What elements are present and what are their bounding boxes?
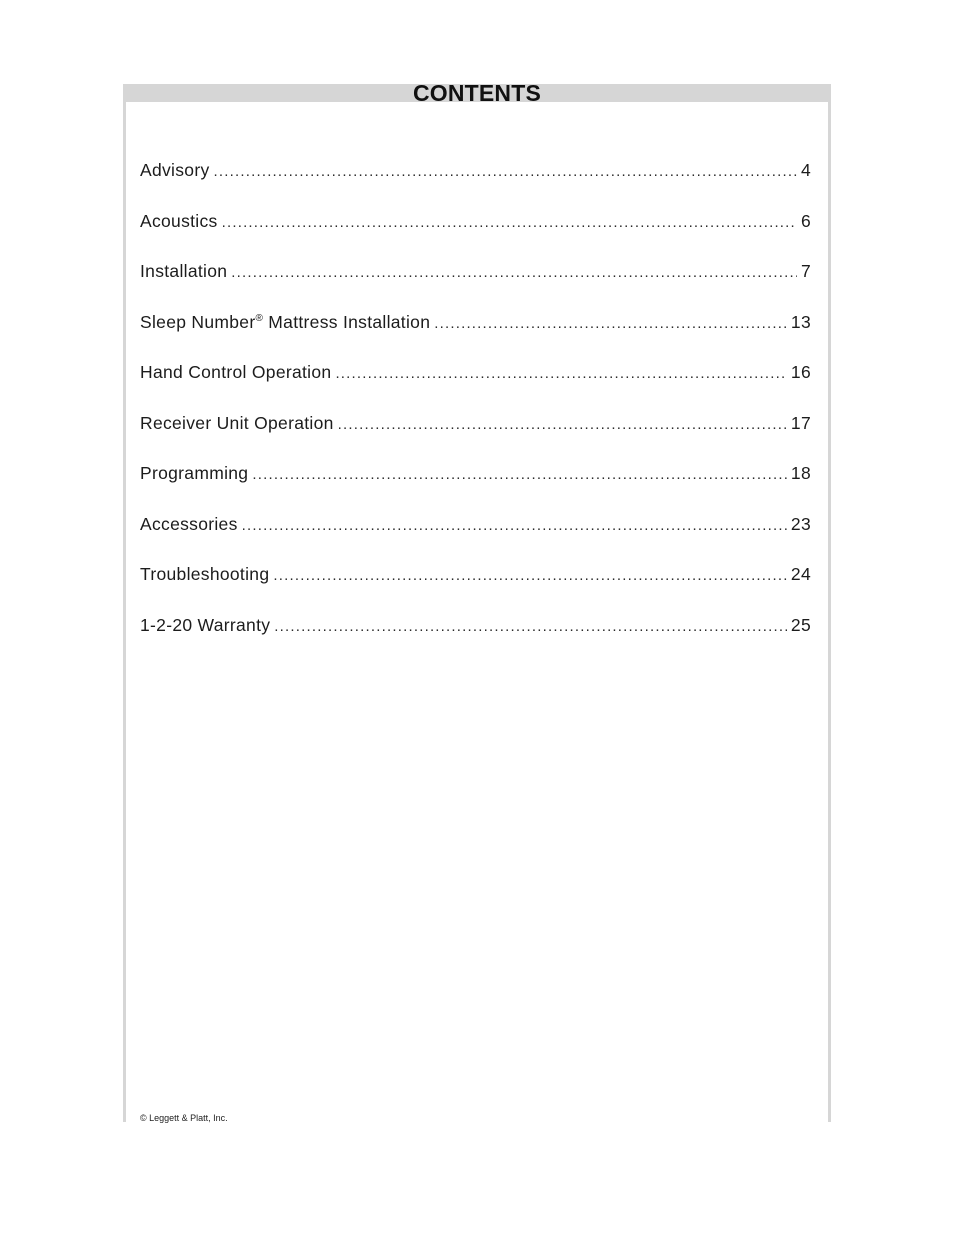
toc-leader-dots [274, 613, 787, 641]
toc-entry-page: 17 [790, 412, 811, 433]
toc-entry-label: Programming [140, 463, 249, 483]
toc-entry-label: Installation [140, 261, 228, 281]
table-of-contents [140, 156, 811, 661]
toc-entry-label: Acoustics [140, 210, 218, 231]
toc-entry-installation[interactable] [140, 257, 811, 308]
toc-leader-dots [222, 209, 797, 237]
toc-entry-page: 25 [790, 614, 811, 635]
toc-entry-accessories[interactable] [140, 510, 811, 561]
toc-entry-label-main: Sleep Number [140, 311, 256, 332]
toc-entry-page: 6 [800, 210, 811, 231]
page-title: CONTENTS [412, 80, 542, 106]
toc-leader-dots [252, 461, 787, 489]
toc-entry-warranty[interactable] [140, 611, 811, 662]
toc-entry-page: 18 [790, 463, 811, 483]
toc-entry-label: Accessories [140, 513, 238, 534]
toc-entry-page: 13 [790, 311, 811, 332]
toc-entry-label: Receiver Unit Operation [140, 412, 334, 433]
toc-entry-label [140, 308, 430, 336]
registered-trademark-symbol: ® [255, 312, 264, 324]
copyright-notice: © Leggett & Platt, Inc. [140, 1113, 228, 1123]
toc-entry-troubleshooting[interactable] [140, 560, 811, 611]
toc-entry-label: 1-2-20 Warranty [140, 614, 271, 635]
toc-entry-receiver-unit-operation[interactable] [140, 409, 811, 460]
toc-leader-dots [273, 562, 787, 590]
toc-entry-label: Troubleshooting [140, 564, 270, 584]
toc-entry-label: Hand Control Operation [140, 362, 332, 382]
toc-entry-acoustics[interactable] [140, 207, 811, 258]
toc-entry-page: 7 [800, 261, 811, 281]
toc-entry-sleep-number-mattress-installation[interactable] [140, 308, 811, 359]
toc-entry-label-suffix: Mattress Installation [263, 311, 431, 332]
toc-entry-label: Advisory [140, 160, 210, 180]
toc-entry-page: 24 [790, 564, 811, 584]
toc-entry-page: 23 [790, 513, 811, 534]
toc-leader-dots [335, 360, 786, 388]
toc-entry-page: 4 [800, 160, 811, 180]
toc-leader-dots [214, 158, 797, 186]
toc-entry-programming[interactable] [140, 459, 811, 510]
toc-leader-dots [242, 512, 787, 540]
toc-entry-advisory[interactable] [140, 156, 811, 207]
toc-entry-page: 16 [790, 362, 811, 382]
toc-leader-dots [434, 310, 787, 338]
toc-entry-hand-control-operation[interactable] [140, 358, 811, 409]
toc-leader-dots [338, 411, 787, 439]
toc-leader-dots [231, 259, 797, 287]
